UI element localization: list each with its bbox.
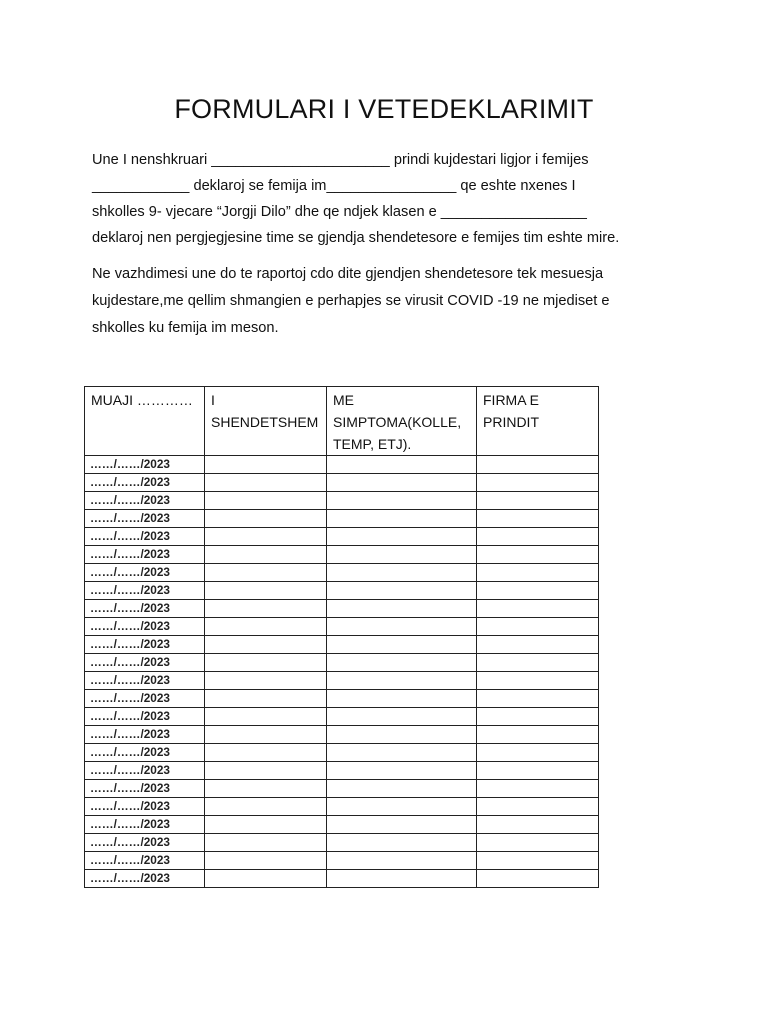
- signature-cell[interactable]: [477, 510, 599, 528]
- healthy-cell[interactable]: [205, 618, 327, 636]
- symptoms-cell[interactable]: [327, 528, 477, 546]
- table-row: [85, 726, 599, 744]
- healthy-cell[interactable]: [205, 474, 327, 492]
- date-cell: ……/……/2023: [85, 834, 205, 852]
- date-cell: ……/……/2023: [85, 780, 205, 798]
- symptoms-cell[interactable]: [327, 834, 477, 852]
- healthy-cell[interactable]: [205, 456, 327, 474]
- date-cell: ……/……/2023: [85, 816, 205, 834]
- symptoms-cell[interactable]: [327, 798, 477, 816]
- date-cell: ……/……/2023: [85, 672, 205, 690]
- paragraph-line: Une I nenshkruari ______________________ prindi kujdestari ligjor i femijes: [92, 152, 589, 168]
- symptoms-cell[interactable]: [327, 582, 477, 600]
- healthy-cell[interactable]: [205, 726, 327, 744]
- symptoms-cell[interactable]: [327, 816, 477, 834]
- declaration-paragraph: [92, 147, 692, 251]
- symptoms-cell[interactable]: [327, 456, 477, 474]
- signature-cell[interactable]: [477, 672, 599, 690]
- table-row: [85, 600, 599, 618]
- symptoms-cell[interactable]: [327, 510, 477, 528]
- symptoms-cell[interactable]: [327, 780, 477, 798]
- table-row: [85, 690, 599, 708]
- healthy-cell[interactable]: [205, 528, 327, 546]
- signature-cell[interactable]: [477, 780, 599, 798]
- healthy-cell[interactable]: [205, 852, 327, 870]
- signature-cell[interactable]: [477, 816, 599, 834]
- healthy-cell[interactable]: [205, 834, 327, 852]
- signature-cell[interactable]: [477, 618, 599, 636]
- signature-cell[interactable]: [477, 744, 599, 762]
- symptoms-cell[interactable]: [327, 672, 477, 690]
- table-row: [85, 816, 599, 834]
- date-cell: ……/……/2023: [85, 582, 205, 600]
- signature-cell[interactable]: [477, 474, 599, 492]
- table-row: [85, 870, 599, 888]
- date-cell: ……/……/2023: [85, 618, 205, 636]
- form-title: FORMULARI I VETEDEKLARIMIT: [174, 94, 594, 124]
- signature-cell[interactable]: [477, 582, 599, 600]
- symptoms-cell[interactable]: [327, 492, 477, 510]
- healthy-cell[interactable]: [205, 600, 327, 618]
- date-cell: ……/……/2023: [85, 456, 205, 474]
- table-row: [85, 456, 599, 474]
- signature-cell[interactable]: [477, 600, 599, 618]
- paragraph-line: shkolles 9- vjecare “Jorgji Dilo” dhe qe ndjek klasen e __________________: [92, 204, 587, 220]
- table-row: [85, 744, 599, 762]
- header-healthy: I SHENDETSHEM: [205, 387, 327, 456]
- signature-cell[interactable]: [477, 726, 599, 744]
- healthy-cell[interactable]: [205, 636, 327, 654]
- paragraph-line: ____________ deklaroj se femija im________________ qe eshte nxenes I: [92, 178, 576, 194]
- symptoms-cell[interactable]: [327, 870, 477, 888]
- paragraph-line: shkolles ku femija im meson.: [92, 320, 279, 336]
- signature-cell[interactable]: [477, 636, 599, 654]
- signature-cell[interactable]: [477, 528, 599, 546]
- signature-cell[interactable]: [477, 564, 599, 582]
- healthy-cell[interactable]: [205, 690, 327, 708]
- table-row: [85, 798, 599, 816]
- table-header-row: [85, 387, 599, 456]
- date-cell: ……/……/2023: [85, 870, 205, 888]
- symptoms-cell[interactable]: [327, 744, 477, 762]
- header-parent-signature: FIRMA E PRINDIT: [477, 387, 599, 456]
- signature-cell[interactable]: [477, 870, 599, 888]
- signature-cell[interactable]: [477, 852, 599, 870]
- healthy-cell[interactable]: [205, 510, 327, 528]
- signature-cell[interactable]: [477, 762, 599, 780]
- symptoms-cell[interactable]: [327, 546, 477, 564]
- daily-health-log-table: [84, 386, 599, 888]
- paragraph-line: Ne vazhdimesi une do te raportoj cdo dite gjendjen shendetesore tek mesuesja: [92, 266, 604, 282]
- signature-cell[interactable]: [477, 456, 599, 474]
- header-symptoms: ME SIMPTOMA(KOLLE, TEMP, ETJ).: [327, 387, 477, 456]
- date-cell: ……/……/2023: [85, 510, 205, 528]
- date-cell: ……/……/2023: [85, 654, 205, 672]
- date-cell: ……/……/2023: [85, 726, 205, 744]
- table-row: [85, 582, 599, 600]
- healthy-cell[interactable]: [205, 870, 327, 888]
- healthy-cell[interactable]: [205, 780, 327, 798]
- date-cell: ……/……/2023: [85, 798, 205, 816]
- signature-cell[interactable]: [477, 708, 599, 726]
- healthy-cell[interactable]: [205, 564, 327, 582]
- healthy-cell[interactable]: [205, 582, 327, 600]
- date-cell: ……/……/2023: [85, 852, 205, 870]
- date-cell: ……/……/2023: [85, 744, 205, 762]
- healthy-cell[interactable]: [205, 762, 327, 780]
- date-cell: ……/……/2023: [85, 690, 205, 708]
- healthy-cell[interactable]: [205, 816, 327, 834]
- healthy-cell[interactable]: [205, 798, 327, 816]
- symptoms-cell[interactable]: [327, 636, 477, 654]
- signature-cell[interactable]: [477, 546, 599, 564]
- healthy-cell[interactable]: [205, 744, 327, 762]
- date-cell: ……/……/2023: [85, 492, 205, 510]
- healthy-cell[interactable]: [205, 708, 327, 726]
- date-cell: ……/……/2023: [85, 528, 205, 546]
- symptoms-cell[interactable]: [327, 654, 477, 672]
- table-row: [85, 528, 599, 546]
- table-row: [85, 546, 599, 564]
- date-cell: ……/……/2023: [85, 546, 205, 564]
- table-row: [85, 474, 599, 492]
- table-row: [85, 834, 599, 852]
- symptoms-cell[interactable]: [327, 618, 477, 636]
- table-row: [85, 636, 599, 654]
- signature-cell[interactable]: [477, 690, 599, 708]
- table-body: [85, 456, 599, 888]
- symptoms-cell[interactable]: [327, 474, 477, 492]
- symptoms-cell[interactable]: [327, 852, 477, 870]
- healthy-cell[interactable]: [205, 492, 327, 510]
- table-row: [85, 852, 599, 870]
- date-cell: ……/……/2023: [85, 708, 205, 726]
- table-row: [85, 618, 599, 636]
- symptoms-cell[interactable]: [327, 762, 477, 780]
- symptoms-cell[interactable]: [327, 708, 477, 726]
- table-row: [85, 780, 599, 798]
- reporting-paragraph: [92, 261, 692, 342]
- signature-cell[interactable]: [477, 798, 599, 816]
- healthy-cell[interactable]: [205, 546, 327, 564]
- table-row: [85, 654, 599, 672]
- date-cell: ……/……/2023: [85, 474, 205, 492]
- table-row: [85, 564, 599, 582]
- table-row: [85, 762, 599, 780]
- table-row: [85, 510, 599, 528]
- table-row: [85, 672, 599, 690]
- table-row: [85, 708, 599, 726]
- symptoms-cell[interactable]: [327, 690, 477, 708]
- symptoms-cell[interactable]: [327, 726, 477, 744]
- header-month: MUAJI …………: [85, 387, 205, 456]
- healthy-cell[interactable]: [205, 654, 327, 672]
- date-cell: ……/……/2023: [85, 600, 205, 618]
- date-cell: ……/……/2023: [85, 636, 205, 654]
- paragraph-line: kujdestare,me qellim shmangien e perhapjes se virusit COVID -19 ne mjediset e: [92, 293, 610, 309]
- signature-cell[interactable]: [477, 834, 599, 852]
- date-cell: ……/……/2023: [85, 762, 205, 780]
- table-row: [85, 492, 599, 510]
- symptoms-cell[interactable]: [327, 564, 477, 582]
- date-cell: ……/……/2023: [85, 564, 205, 582]
- signature-cell[interactable]: [477, 492, 599, 510]
- symptoms-cell[interactable]: [327, 600, 477, 618]
- healthy-cell[interactable]: [205, 672, 327, 690]
- paragraph-line: deklaroj nen pergjegjesine time se gjendja shendetesore e femijes tim eshte mire.: [92, 230, 620, 246]
- signature-cell[interactable]: [477, 654, 599, 672]
